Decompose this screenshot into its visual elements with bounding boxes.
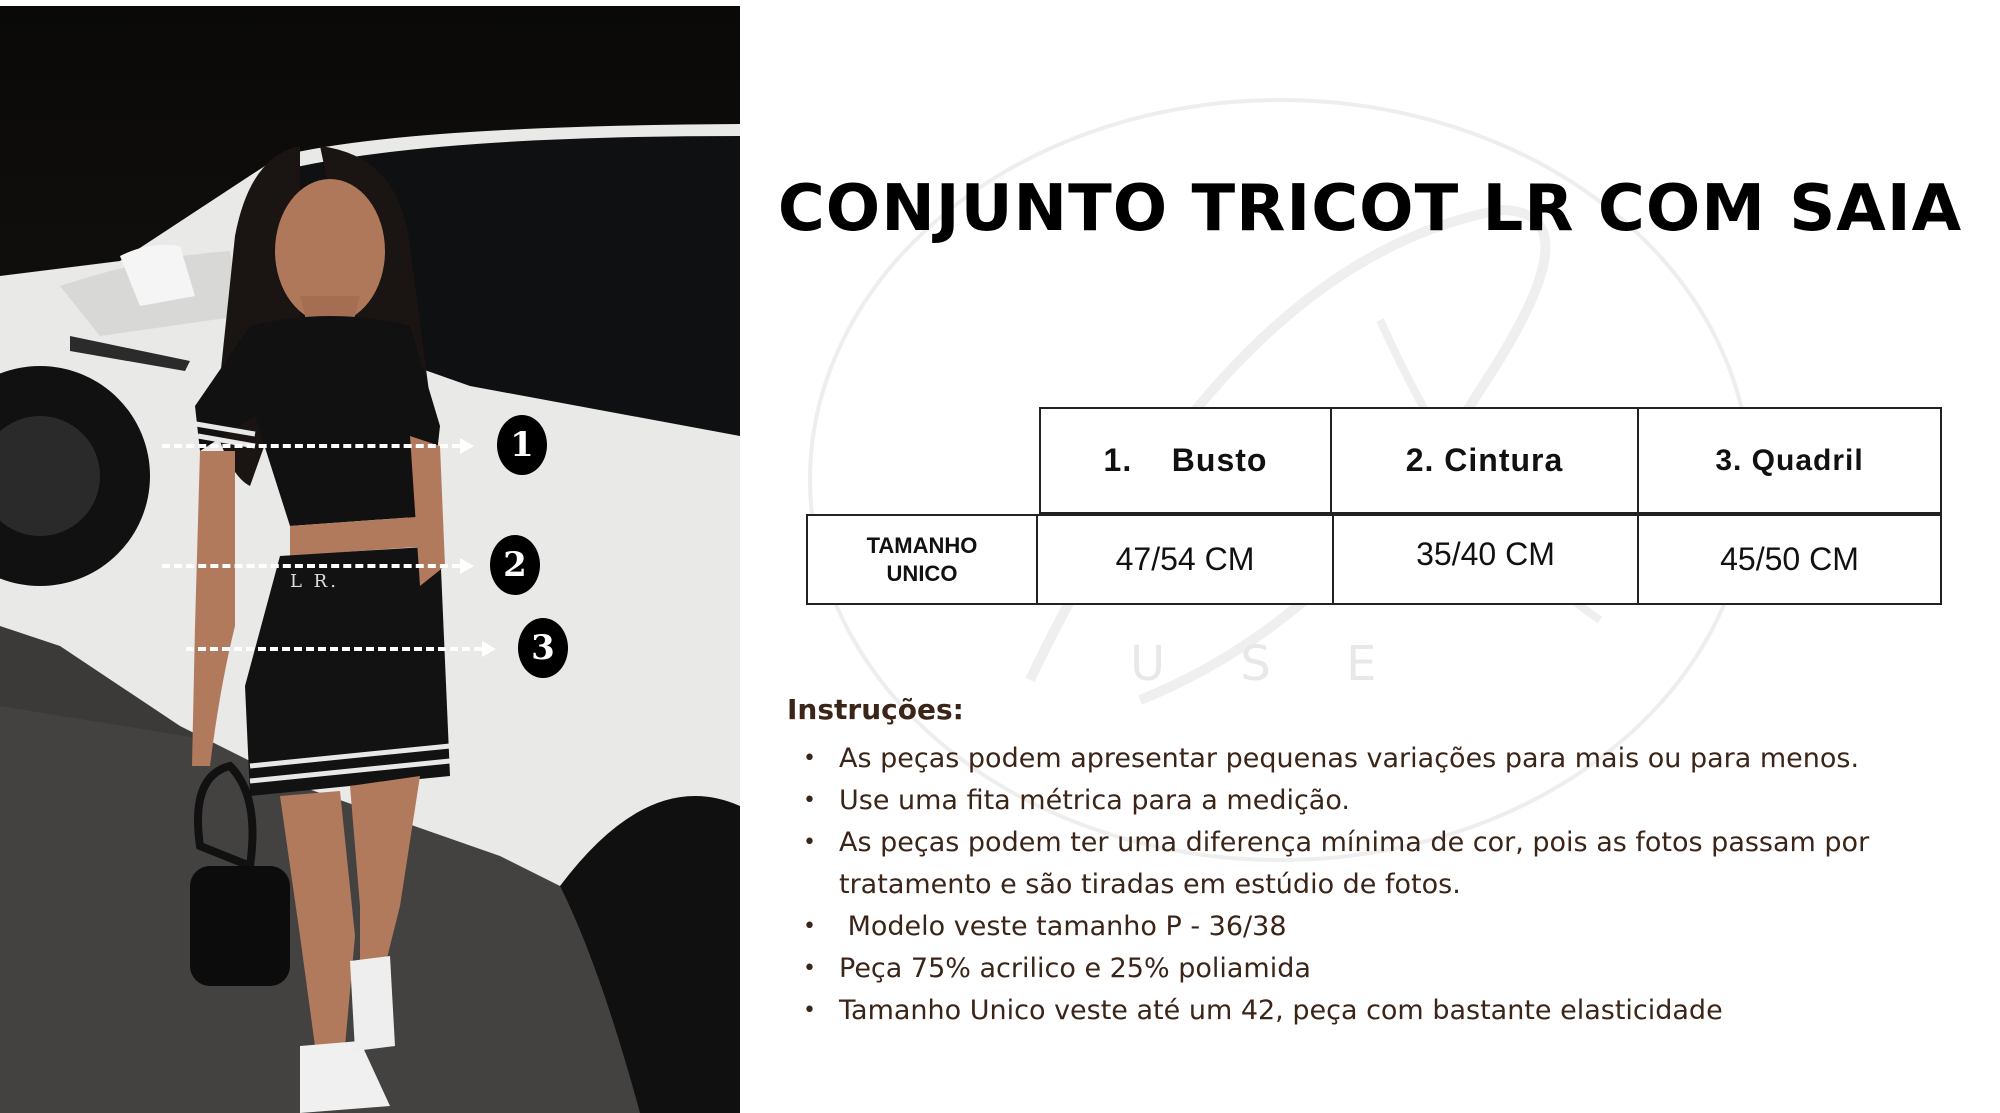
bullet-icon: • bbox=[803, 788, 816, 813]
instruction-text: Use uma fita métrica para a medição. bbox=[839, 785, 1350, 816]
instruction-item bbox=[787, 822, 1967, 906]
instructions-title: Instruções: bbox=[787, 693, 964, 726]
marker-3: 3 bbox=[518, 618, 568, 678]
instructions-list bbox=[787, 738, 1967, 1032]
bust-guide-line bbox=[162, 444, 460, 448]
bullet-icon: • bbox=[803, 956, 816, 981]
marker-1: 1 bbox=[497, 415, 547, 475]
bullet-icon: • bbox=[803, 998, 816, 1023]
header-cintura bbox=[1330, 407, 1639, 514]
waist-guide-arrow bbox=[460, 558, 474, 574]
model-photo bbox=[0, 6, 740, 1113]
value-quadril-text: 45/50 CM bbox=[1720, 541, 1859, 577]
value-cintura-text: 35/40 CM bbox=[1416, 536, 1555, 572]
row-label-line-1: TAMANHO bbox=[866, 532, 978, 558]
instruction-item bbox=[787, 906, 1967, 948]
value-cintura bbox=[1332, 514, 1639, 605]
header-cintura-label: 2. Cintura bbox=[1405, 442, 1564, 478]
bust-guide-arrow bbox=[460, 438, 474, 454]
instruction-text: As peças podem apresentar pequenas variações para mais ou para menos. bbox=[839, 743, 1860, 774]
header-busto-label: 1. Busto bbox=[1103, 442, 1268, 478]
bullet-icon: • bbox=[803, 746, 816, 771]
hip-guide-arrow bbox=[482, 641, 496, 657]
bullet-icon: • bbox=[803, 914, 816, 939]
header-quadril bbox=[1637, 407, 1942, 514]
hip-guide-line bbox=[186, 647, 482, 651]
value-busto-text: 47/54 CM bbox=[1115, 541, 1255, 577]
header-quadril-label: 3. Quadril bbox=[1715, 443, 1864, 477]
row-label-tamanho-unico bbox=[806, 514, 1038, 605]
instruction-text: Tamanho Unico veste até um 42, peça com bastante elasticidade bbox=[839, 995, 1723, 1026]
instruction-item bbox=[787, 948, 1967, 990]
instruction-text: As peças podem ter uma diferença mínima de cor, pois as fotos passam por tratamento e são tiradas em estúdio de fotos. bbox=[839, 827, 1870, 900]
header-busto bbox=[1039, 407, 1332, 514]
instruction-text: Peça 75% acrilico e 25% poliamida bbox=[839, 953, 1311, 984]
instruction-item bbox=[787, 780, 1967, 822]
watermark-text: U S E bbox=[1130, 636, 1407, 692]
row-label-line-2: UNICO bbox=[886, 560, 958, 586]
value-busto bbox=[1036, 514, 1334, 605]
instruction-item bbox=[787, 738, 1967, 780]
instruction-item bbox=[787, 990, 1967, 1032]
marker-2: 2 bbox=[490, 535, 540, 595]
page-title: CONJUNTO TRICOT LR COM SAIA bbox=[777, 172, 1963, 246]
bullet-icon: • bbox=[803, 830, 816, 855]
waistband-logo-text: L R. bbox=[290, 571, 339, 592]
instruction-text: Modelo veste tamanho P - 36/38 bbox=[839, 911, 1287, 942]
photo-illustration bbox=[0, 6, 740, 1113]
value-quadril bbox=[1637, 514, 1942, 605]
waist-guide-line bbox=[162, 564, 460, 568]
